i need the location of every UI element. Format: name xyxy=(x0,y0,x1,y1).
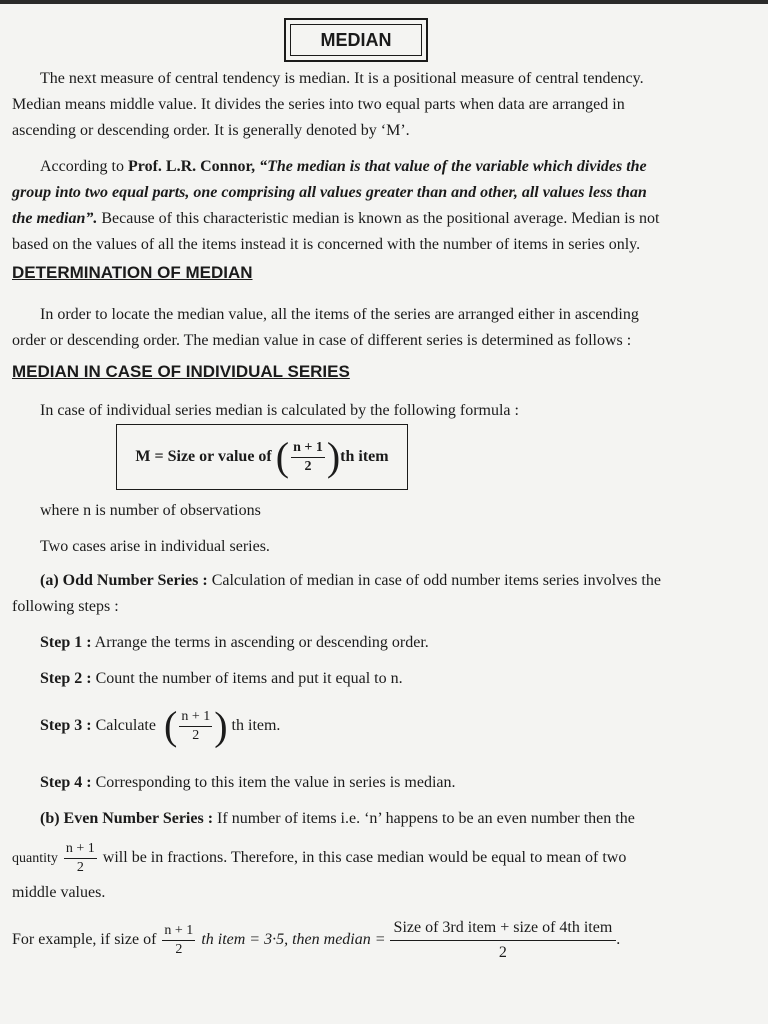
intro-line-3: ascending or descending order. It is generally denoted by ‘M’. xyxy=(12,122,410,139)
connor-line-3 xyxy=(12,206,659,232)
connor-line-4: based on the values of all the items instead it is concerned with the number of items in series only. xyxy=(12,236,641,253)
step-1-text: Arrange the terms in ascending or descending order. xyxy=(91,634,429,651)
formula-rhs: th item xyxy=(340,448,389,465)
even-series-label: (b) Even Number Series : xyxy=(40,810,214,827)
even-series-line-2 xyxy=(12,836,626,881)
connor-line-1 xyxy=(40,154,647,180)
example-big-numerator: Size of 3rd item + size of 4th item xyxy=(390,916,617,941)
example-mid: th item = 3·5, then median = xyxy=(201,931,386,948)
step-3-text: Calculate xyxy=(91,717,156,734)
even-fraction xyxy=(64,840,97,877)
formula-denominator: 2 xyxy=(304,458,312,474)
odd-series-text: Calculation of median in case of odd number items series involves the xyxy=(207,572,661,589)
even-series-rest: will be in fractions. Therefore, in this case median would be equal to mean of two xyxy=(102,849,627,866)
step-3-numerator: n + 1 xyxy=(179,708,212,727)
step-1-label: Step 1 : xyxy=(40,634,92,651)
heading-individual-series: MEDIAN IN CASE OF INDIVIDUAL SERIES xyxy=(12,362,350,381)
where-line: where n is number of observations xyxy=(40,502,261,519)
example-big-denominator: 2 xyxy=(498,943,507,961)
formula-fraction xyxy=(291,439,325,476)
connor-prefix: According to xyxy=(40,158,128,175)
step-4 xyxy=(40,770,456,796)
formula-numerator: n + 1 xyxy=(291,439,325,458)
example-numerator: n + 1 xyxy=(162,922,195,941)
page-title: MEDIAN xyxy=(290,24,422,56)
determination-line-1: In order to locate the median value, all the items of the series are arranged either in ascending xyxy=(40,306,639,323)
even-denominator: 2 xyxy=(76,859,84,875)
step-3-after: th item. xyxy=(231,717,281,734)
connor-author: Prof. L.R. Connor, xyxy=(127,158,256,175)
median-formula-box: M = Size or value of ( $\frac{n + 1}{2}$ ) th item xyxy=(116,424,408,490)
determination-line-2: order or descending order. The median value in case of different series is determined as follows : xyxy=(12,332,632,349)
step-3-label: Step 3 : xyxy=(40,717,92,734)
step-3: Step 3 : Calculate ( $\frac{n + 1}{2}$ ) th item. xyxy=(40,703,281,749)
step-3-fraction xyxy=(179,708,212,745)
even-series-line-1 xyxy=(40,806,635,832)
even-series-text: If number of items i.e. ‘n’ happens to be an even number then the xyxy=(213,810,635,827)
even-series-line-3: middle values. xyxy=(12,884,106,901)
step-4-text: Corresponding to this item the value in series is median. xyxy=(91,774,456,791)
example-end: . xyxy=(616,931,621,948)
connor-quote-1: “The median is that value of the variable which divides the xyxy=(255,158,647,175)
example-line xyxy=(12,914,620,966)
individual-intro: In case of individual series median is calculated by the following formula : xyxy=(40,402,519,419)
step-2-text: Count the number of items and put it equal to n. xyxy=(91,670,403,687)
connor-quote-end: the median”. xyxy=(12,210,98,227)
odd-series-line-2: following steps : xyxy=(12,598,119,615)
two-cases-line: Two cases arise in individual series. xyxy=(40,538,270,555)
connor-line-3-text: Because of this characteristic median is known as the positional average. Median is not xyxy=(97,210,660,227)
step-2 xyxy=(40,666,403,692)
intro-line-2: Median means middle value. It divides the series into two equal parts when data are arranged in xyxy=(12,96,625,113)
example-big-fraction xyxy=(390,916,617,965)
example-denominator: 2 xyxy=(175,941,183,957)
even-numerator: n + 1 xyxy=(64,840,97,859)
odd-series-line-1 xyxy=(40,568,661,594)
step-1 xyxy=(40,630,429,656)
title-box xyxy=(284,18,428,62)
step-3-denominator: 2 xyxy=(192,727,200,743)
even-quantity-word: quantity xyxy=(12,851,58,866)
odd-series-label: (a) Odd Number Series : xyxy=(40,572,208,589)
formula-lhs: M = Size or value of xyxy=(135,448,272,465)
step-2-label: Step 2 : xyxy=(40,670,92,687)
example-prefix: For example, if size of xyxy=(12,931,157,948)
step-4-label: Step 4 : xyxy=(40,774,92,791)
intro-line-1: The next measure of central tendency is median. It is a positional measure of central tendency. xyxy=(40,70,644,87)
heading-determination: DETERMINATION OF MEDIAN xyxy=(12,263,253,282)
example-fraction xyxy=(162,922,195,959)
connor-line-2: group into two equal parts, one comprising all values greater than and other, all values less than xyxy=(12,184,647,201)
top-rule xyxy=(0,0,768,4)
